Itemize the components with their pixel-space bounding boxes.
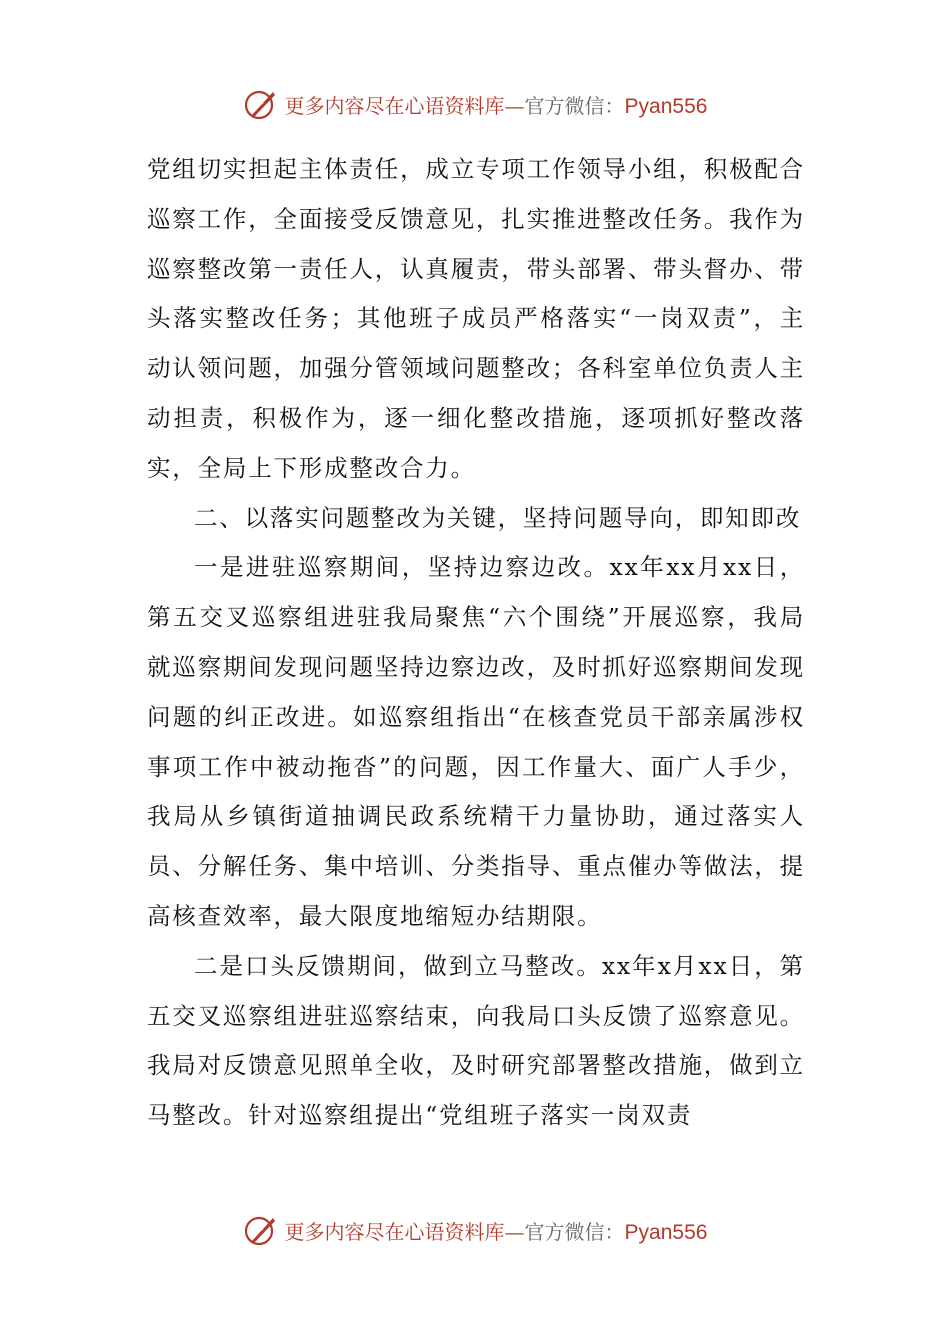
document-body bbox=[147, 145, 805, 1141]
watermark-wechat-id: Pyan556 bbox=[624, 1220, 708, 1244]
footer-watermark bbox=[0, 1208, 950, 1252]
paragraph-item-one: 一是进驻巡察期间，坚持边察边改。xx年xx月xx日，第五交叉巡察组进驻我局聚焦“六个围绕”开展巡察，我局就巡察期间发现问题坚持边察边改，及时抓好巡察期间发现问题的纠正改进。如巡察组指出“在核查党员干部亲属涉权事项工作中被动拖沓”的问题，因工作量大、面广人手少，我局从乡镇街道抽调民政系统精干力量协助，通过落实人员、分解任务、集中培训、分类指导、重点催办等做法，提高核查效率，最大限度地缩短办结期限。 bbox=[147, 553, 805, 930]
section-heading: 二、以落实问题整改为关键，坚持问题导向，即知即改 bbox=[194, 503, 802, 532]
header-watermark bbox=[0, 82, 950, 126]
watermark-wechat-label: 官方微信： bbox=[524, 1219, 625, 1244]
quill-pen-logo-icon bbox=[243, 1212, 279, 1248]
paragraph-continuation: 党组切实担起主体责任，成立专项工作领导小组，积极配合巡察工作，全面接受反馈意见，扎实推进整改任务。我作为巡察整改第一责任人，认真履责，带头部署、带头督办、带头落实整改任务；其他班子成员严格落实“一岗双责”，主动认领问题，加强分管领域问题整改；各科室单位负责人主动担责，积极作为，逐一细化整改措施，逐项抓好整改落实，全局上下形成整改合力。 bbox=[147, 155, 805, 482]
watermark-wechat-id: Pyan556 bbox=[624, 94, 708, 118]
watermark-site-text: 更多内容尽在心语资料库 bbox=[284, 1219, 505, 1244]
watermark-dash: — bbox=[504, 93, 525, 118]
watermark-wechat-label: 官方微信： bbox=[524, 93, 625, 118]
watermark-site-text: 更多内容尽在心语资料库 bbox=[284, 93, 505, 118]
quill-pen-logo-icon bbox=[243, 86, 279, 122]
watermark-dash: — bbox=[504, 1219, 525, 1244]
paragraph-item-two: 二是口头反馈期间，做到立马整改。xx年x月xx日，第五交叉巡察组进驻巡察结束，向我局口头反馈了巡察意见。我局对反馈意见照单全收，及时研究部署整改措施，做到立马整改。针对巡察组提出“党组班子落实一岗双责 bbox=[147, 951, 805, 1130]
